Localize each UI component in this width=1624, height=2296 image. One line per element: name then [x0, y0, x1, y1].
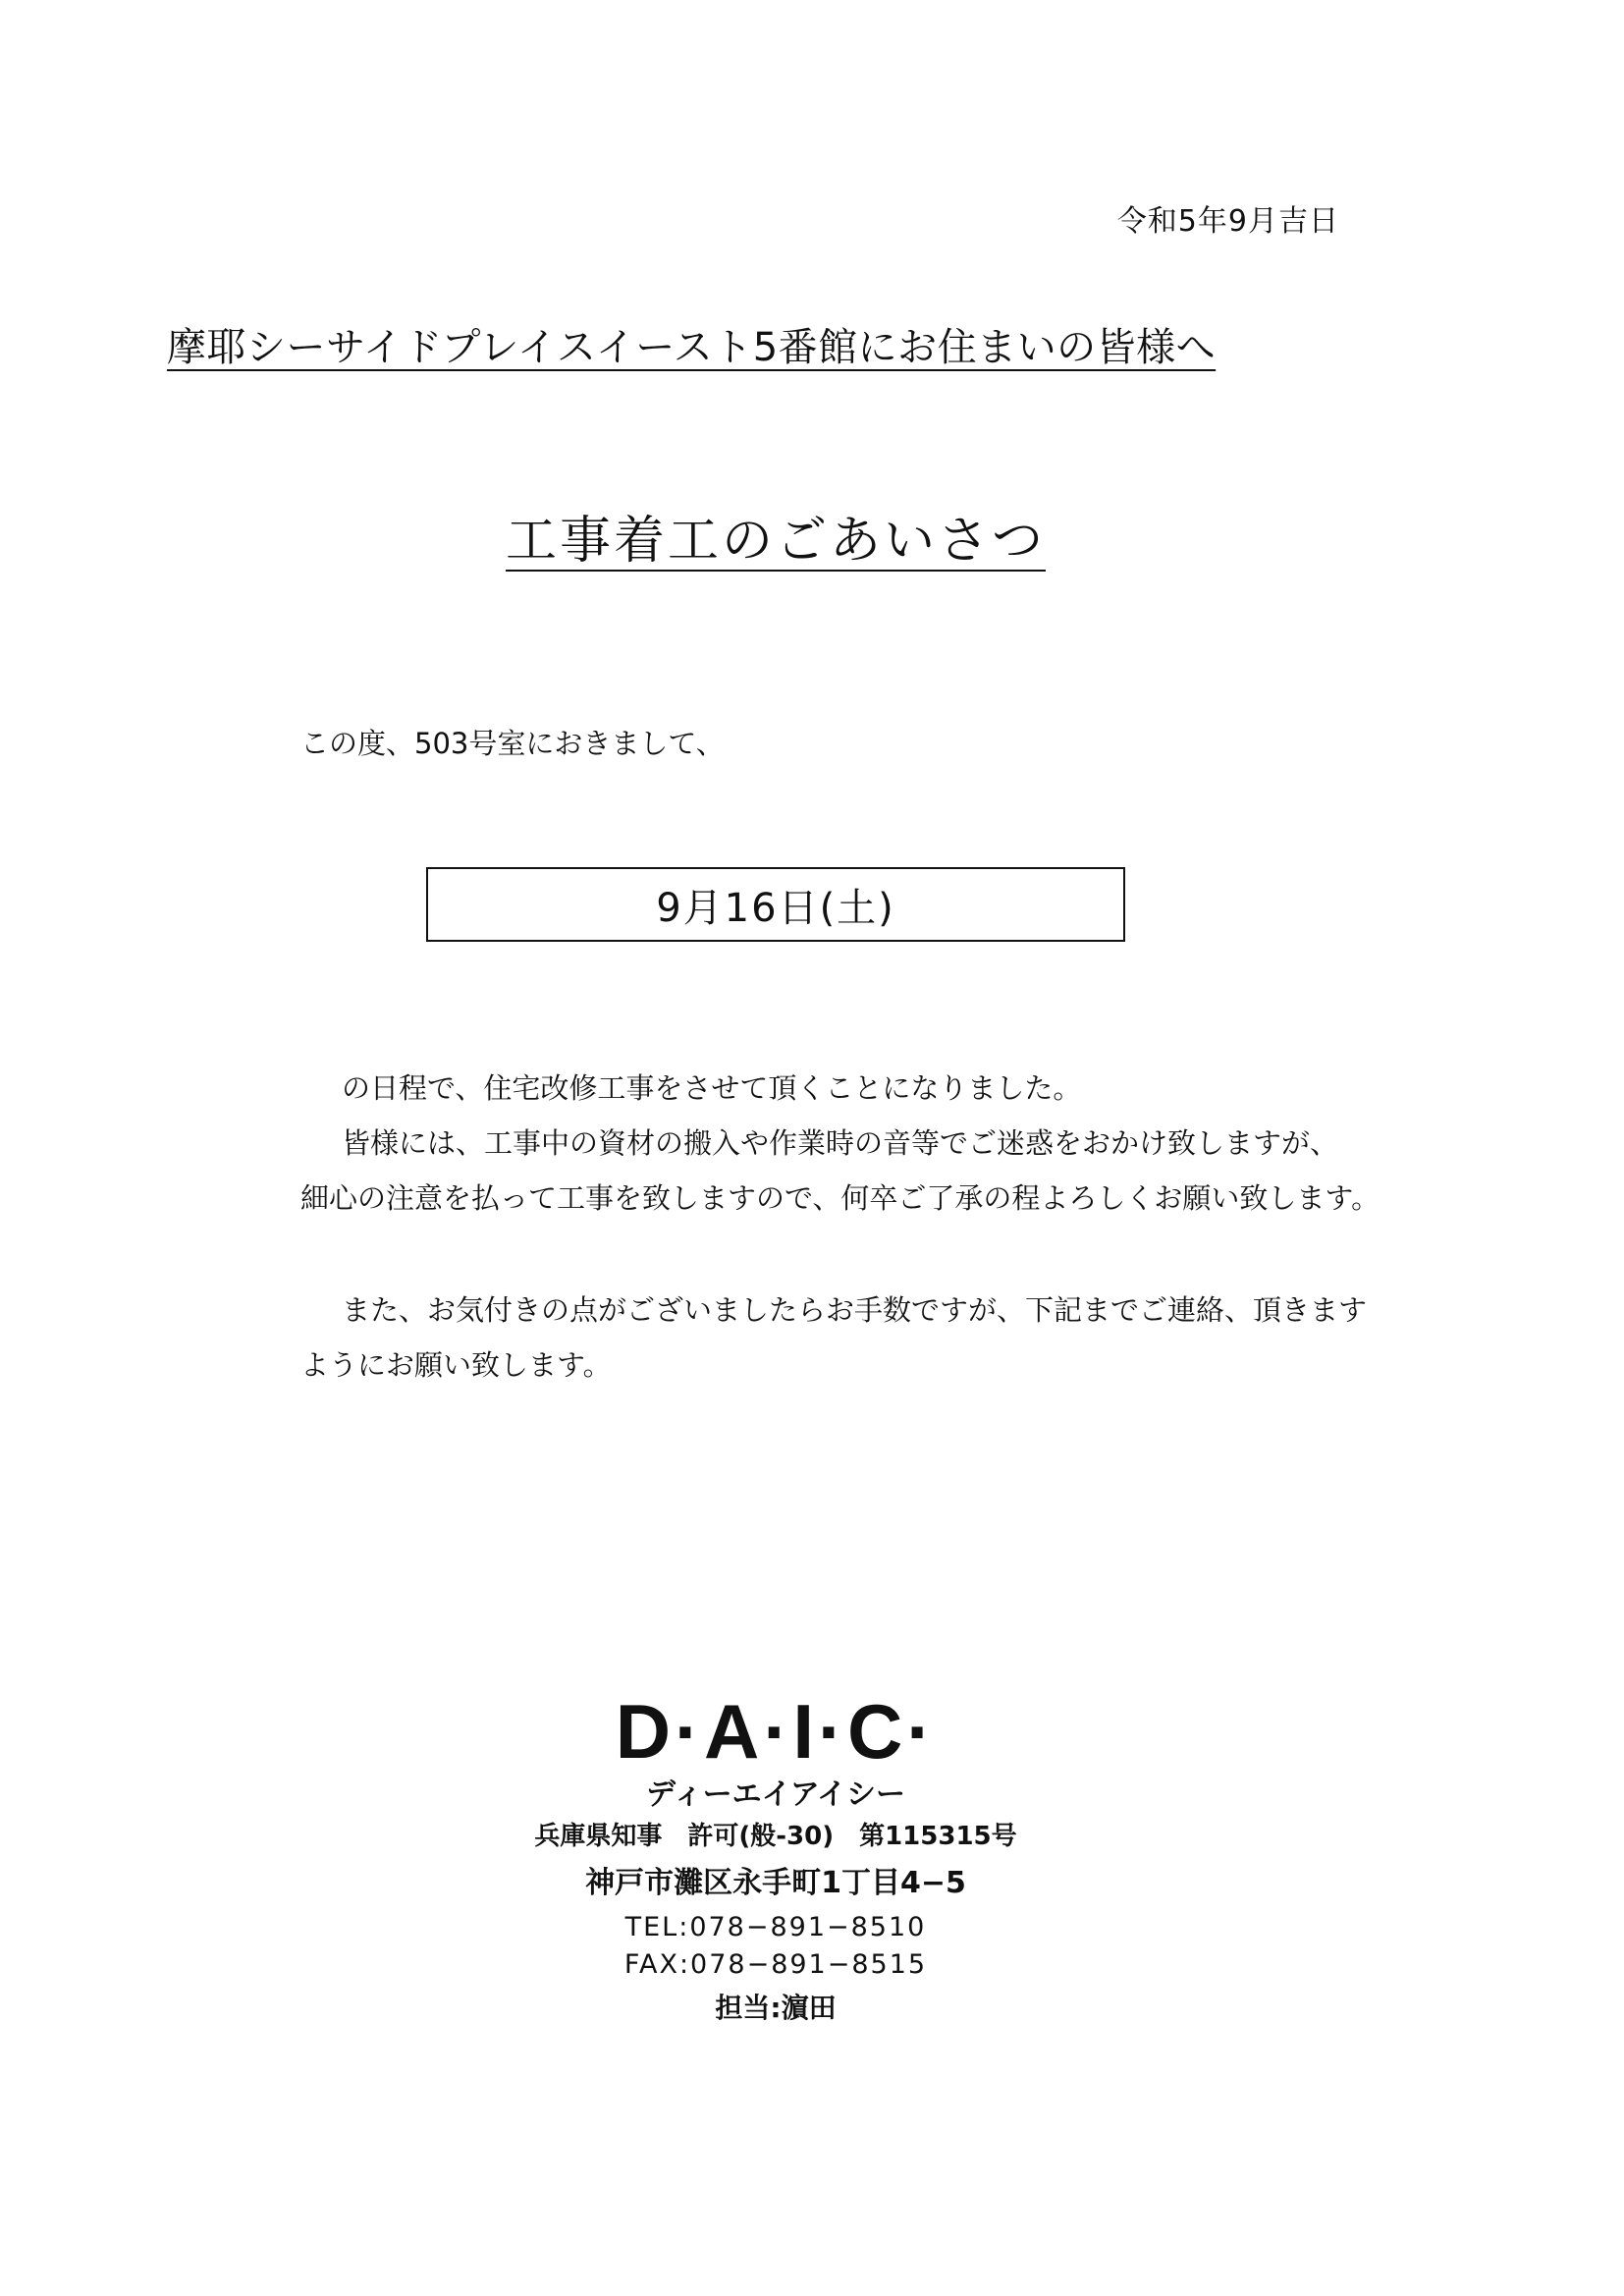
body-line: 細心の注意を払って工事を致しますので、何卒ご了承の程よろしくお願い致します。 — [300, 1181, 1380, 1215]
contact-paragraph — [300, 1283, 1367, 1393]
document-date: 令和5年9月吉日 — [1116, 204, 1339, 239]
body-line: また、お気付きの点がございましたらお手数ですが、下記までご連絡、頂きます — [342, 1293, 1368, 1327]
company-kana: ディーエイアイシー — [646, 1777, 905, 1812]
company-logo: D·A·I·C· — [615, 1688, 937, 1775]
body-paragraph — [300, 1061, 1380, 1226]
company-contact-person: 担当:濵田 — [715, 1992, 837, 2024]
intro-text: この度、503号室におきまして、 — [300, 727, 725, 760]
company-tel: TEL:078−891−8510 — [624, 1912, 927, 1942]
company-license: 兵庫県知事 許可(般-30) 第115315号 — [534, 1822, 1017, 1851]
body-line: ようにお願い致します。 — [300, 1348, 612, 1382]
body-line: 皆様には、工事中の資材の搬入や作業時の音等でご迷惑をおかけ致しますが、 — [342, 1126, 1339, 1160]
document-title-text: 工事着工のごあいさつ — [505, 512, 1046, 571]
company-block — [461, 1687, 1090, 2033]
company-address: 神戸市灘区永手町1丁目4−5 — [585, 1866, 966, 1900]
schedule-date-box — [426, 867, 1125, 942]
body-line: の日程で、住宅改修工事をさせて頂くことになりました。 — [342, 1071, 1082, 1105]
company-fax: FAX:078−891−8515 — [623, 1949, 928, 1980]
schedule-date: 9月16日(土) — [656, 885, 895, 931]
recipient-heading: 摩耶シーサイドプレイスイースト5番館にお住まいの皆様へ — [167, 325, 1217, 370]
document-title — [0, 499, 1551, 573]
